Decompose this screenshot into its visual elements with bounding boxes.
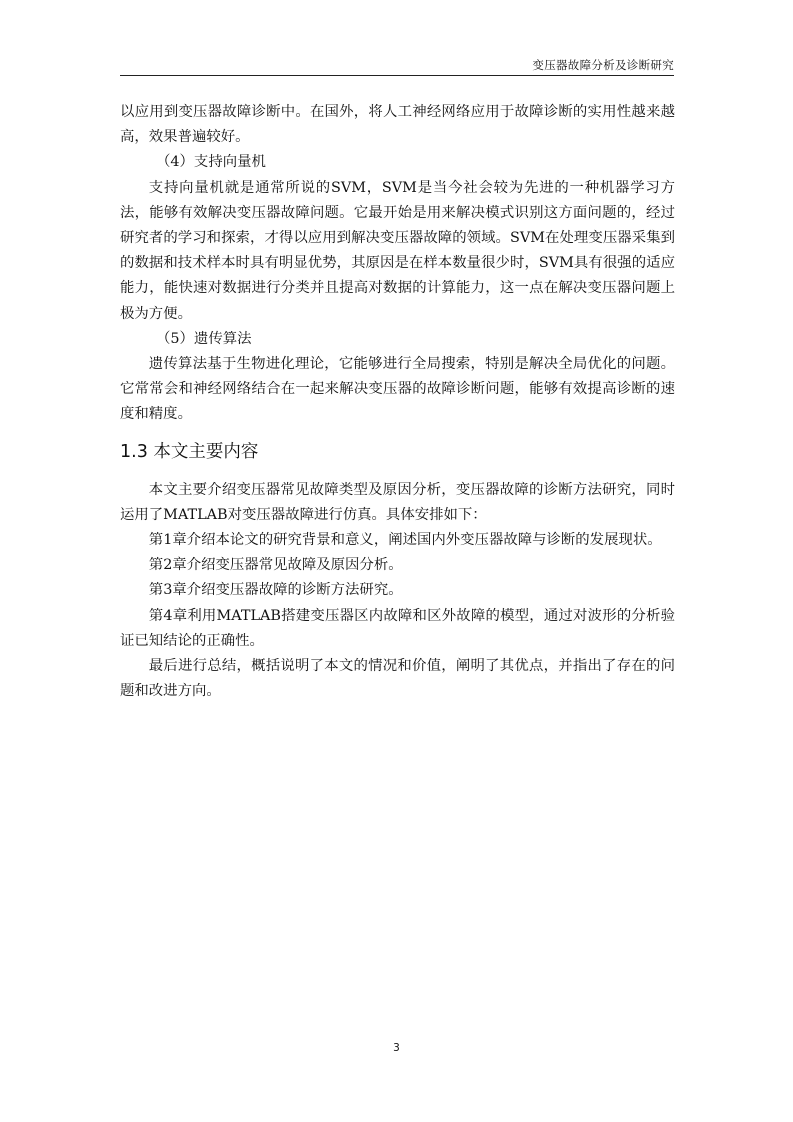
paragraph-genetic-algorithm: 遗传算法基于生物进化理论，它能够进行全局搜索，特别是解决全局优化的问题。它常常会和神经网络结合在一起来解决变压器的故障诊断问题，能够有效提高诊断的速度和精度。 (120, 356, 675, 423)
paragraph-chapter-2: 第2章介绍变压器常见故障及原因分析。 (148, 557, 403, 574)
paragraph-continuation: 以应用到变压器故障诊断中。在国外，将人工神经网络应用于故障诊断的实用性越来越高，效果普遍较好。 (120, 104, 675, 146)
paragraph-chapter-4: 第4章利用MATLAB搭建变压器区内故障和区外故障的模型，通过对波形的分析验证已知结论的正确性。 (120, 607, 675, 649)
subheading-svm: （4）支持向量机 (156, 154, 266, 171)
paragraph-chapter-1: 第1章介绍本论文的研究背景和意义，阐述国内外变压器故障与诊断的发展现状。 (148, 532, 662, 549)
section-heading: 1.3 本文主要内容 (120, 441, 259, 462)
paragraph-summary: 最后进行总结，概括说明了本文的情况和价值，阐明了其优点，并指出了存在的问题和改进方向。 (120, 658, 675, 700)
running-header: 变压器故障分析及诊断研究 (532, 58, 674, 72)
paragraph-intro: 本文主要介绍变压器常见故障类型及原因分析，变压器故障的诊断方法研究，同时运用了MATLAB对变压器故障进行仿真。具体安排如下： (120, 481, 675, 523)
body-text (120, 100, 675, 704)
paragraph-chapter-3: 第3章介绍变压器故障的诊断方法研究。 (148, 582, 403, 599)
header-divider (120, 75, 674, 76)
paragraph-svm: 支持向量机就是通常所说的SVM，SVM是当今社会较为先进的一种机器学习方法，能够有效解决变压器故障问题。它最开始是用来解决模式识别这方面问题的，经过研究者的学习和探索，才得以应用到解决变压器故障的领域。SVM在处理变压器采集到的数据和技术样本时具有明显优势，其原因是在样本数量很少时，SVM具有很强的适应能力，能快速对数据进行分类并且提高对数据的计算能力，这一点在解决变压器问题上极为方便。 (120, 179, 675, 322)
subheading-genetic-algorithm: （5）遗传算法 (156, 330, 252, 347)
page-number: 3 (393, 1042, 400, 1054)
